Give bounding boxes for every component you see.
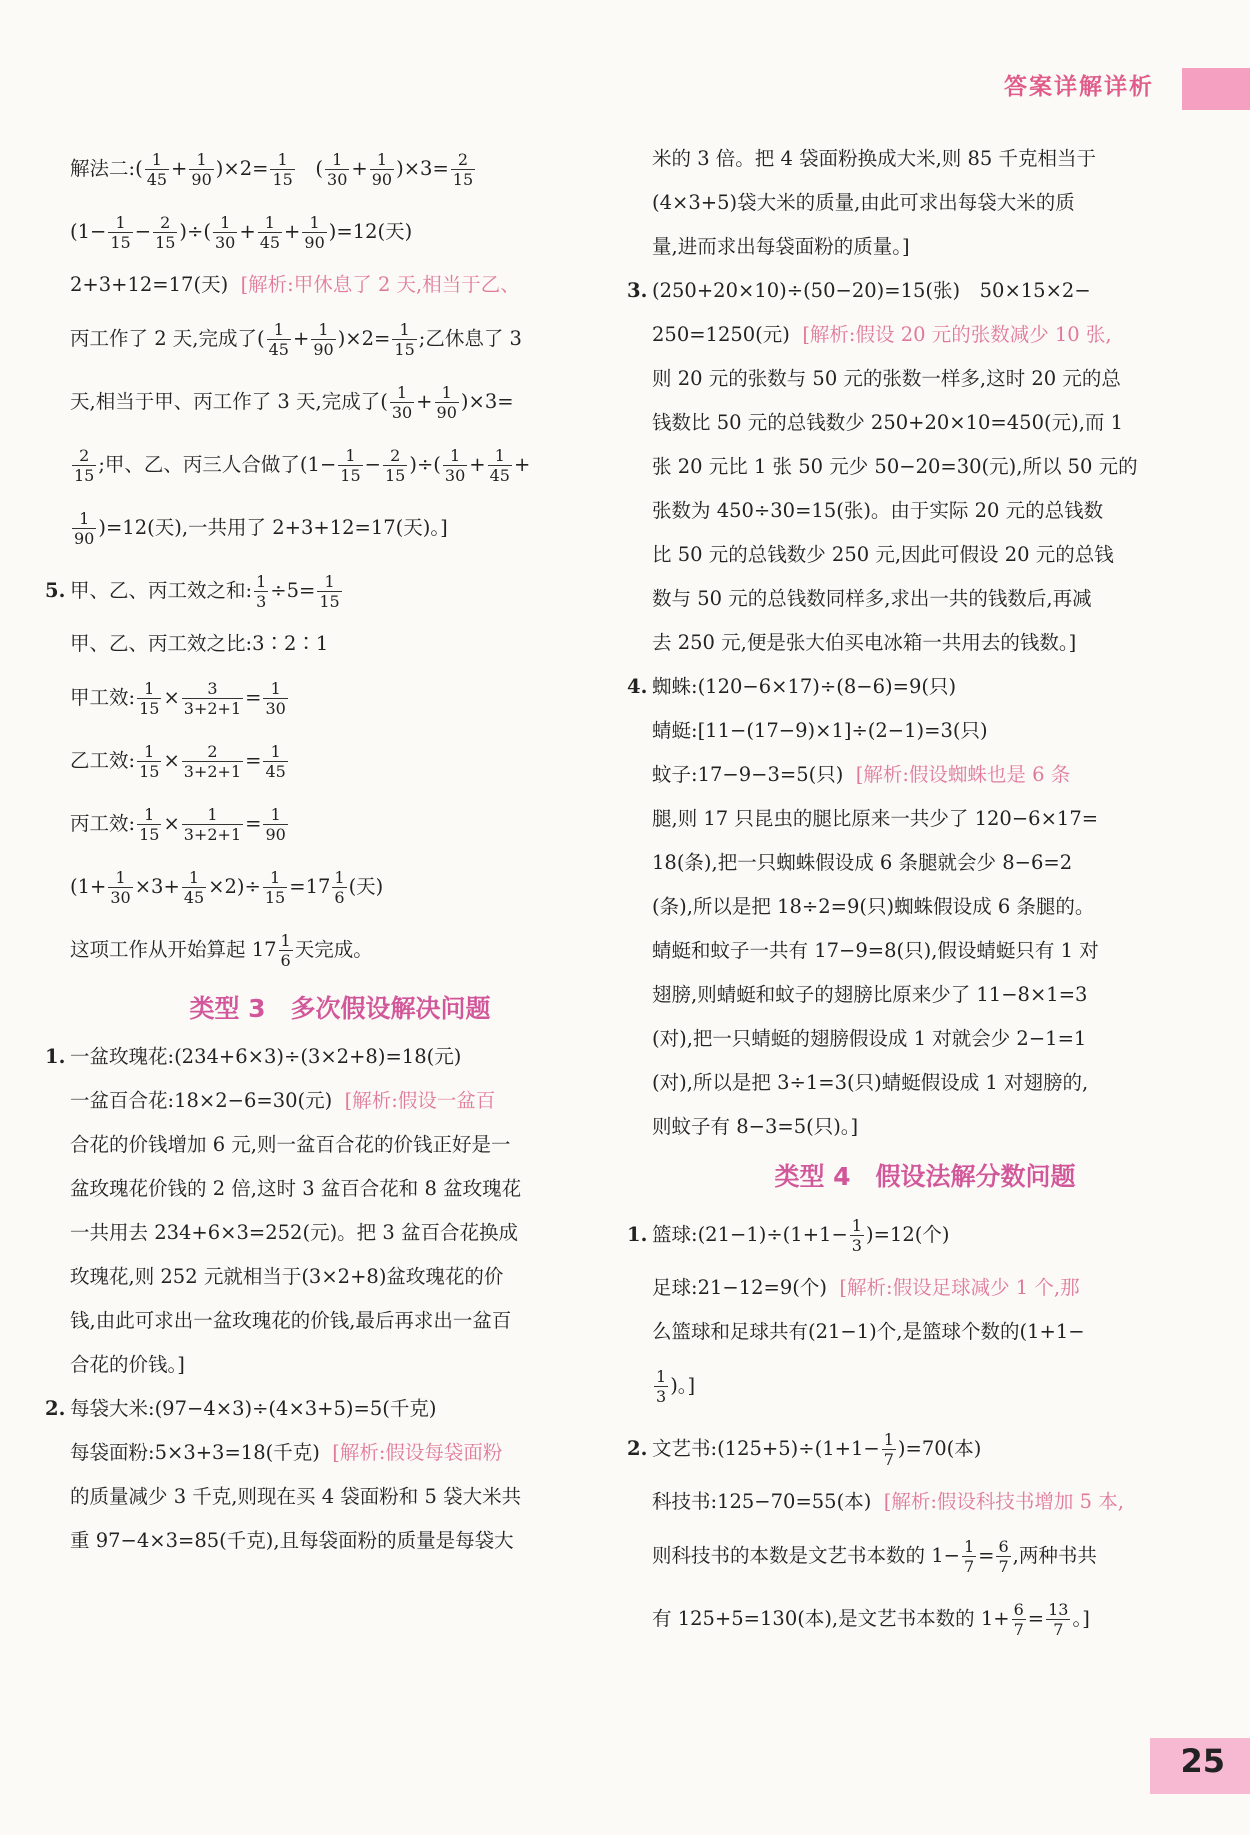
question-1: 1. 篮球:(21−1)÷(1+1− $\frac{1}{3}$ )=12(个) — [627, 1216, 950, 1255]
text-line: 丙工作了 2 天,完成了( $\frac{1}{45}$ + $\frac{1}{90}$ )×2= $\frac{1}{15}$ ;乙休息了 3 — [70, 320, 522, 359]
text-line: 比 50 元的总钱数少 250 元,因此可假设 20 元的总钱 — [652, 543, 1114, 566]
text-line: 腿,则 17 只昆虫的腿比原来一共少了 120−6×17= — [652, 807, 1099, 830]
section-title-4: 类型 4 假设法解分数问题 — [774, 1162, 1076, 1191]
fraction: $\frac{1}{15}$ — [272, 150, 293, 189]
question-5: 5. 甲、乙、丙工效之和: $\frac{1}{3}$ ÷5= $\frac{1}{15}$ — [45, 572, 340, 611]
text-line: 蜻蜓和蚊子一共有 17−9=8(只),假设蜻蜓只有 1 对 — [652, 939, 1099, 962]
fraction: $\frac{2}{15}$ — [452, 150, 474, 189]
fraction: $\frac{1}{45}$ — [146, 150, 168, 189]
text-line: 有 125+5=130(本),是文艺书本数的 1+ $\frac{6}{7}$ = $\frac{13}{7}$ 。] — [652, 1600, 1090, 1639]
question-2: 2. 文艺书:(125+5)÷(1+1− $\frac{1}{7}$ )=70(本) — [627, 1430, 982, 1469]
text-line: 这项工作从开始算起 17 $\frac{1}{6}$ 天完成。 — [70, 931, 373, 970]
section-title-3: 类型 3 多次假设解决问题 — [189, 994, 491, 1023]
text-line: 么篮球和足球共有(21−1)个,是篮球个数的(1+1− — [652, 1320, 1085, 1343]
text-line: 足球:21−12=9(个) [解析:假设足球减少 1 个,那 — [652, 1276, 1080, 1299]
formula-line: (1− $\frac{1}{15}$ − $\frac{2}{15}$ )÷( $\frac{1}{30}$ + $\frac{1}{45}$ + $\frac{1}{90}$ )=12(天) — [70, 213, 413, 252]
text-line: 18(条),把一只蜘蛛假设成 6 条腿就会少 8−6=2 — [652, 851, 1073, 874]
question-2: 2. 每袋大米:(97−4×3)÷(4×3+5)=5(千克) — [45, 1397, 437, 1420]
text-line: 则蚊子有 8−3=5(只)。] — [652, 1115, 859, 1138]
text-line: 一盆百合花:18×2−6=30(元) [解析:假设一盆百 — [70, 1089, 496, 1112]
text-line: 一共用去 234+6×3=252(元)。把 3 盆百合花换成 — [70, 1221, 518, 1244]
text-line: 甲、乙、丙工效之比:3∶2∶1 — [70, 632, 329, 655]
fraction: $\frac{1}{90}$ — [371, 150, 393, 189]
text-line: $\frac{1}{90}$ )=12(天),一共用了 2+3+12=17(天)。] — [74, 509, 448, 548]
text-line: 蚊子:17−9−3=5(只) [解析:假设蜘蛛也是 6 条 — [652, 763, 1071, 786]
fraction: $\frac{1}{90}$ — [191, 150, 212, 189]
text-line: 张数为 450÷30=15(张)。由于实际 20 元的总钱数 — [652, 499, 1104, 522]
header-title: 答案详解详析 — [1004, 74, 1154, 100]
jiefa2-line: 解法二:( $\frac{1}{45}$ + $\frac{1}{90}$ )×2= $\frac{1}{15}$ ( $\frac{1}{30}$ + $\frac{1}{90}$ )×3= $\frac{2}{15}$ — [70, 150, 474, 189]
text-line: 250=1250(元) [解析:假设 20 元的张数减少 10 张, — [652, 323, 1112, 346]
text-line: 2+3+12=17(天) [解析:甲休息了 2 天,相当于乙、 — [70, 273, 520, 296]
right-column — [627, 145, 1198, 1658]
text-line: 合花的价钱增加 6 元,则一盆百合花的价钱正好是一 — [70, 1133, 511, 1156]
text-line: 蜻蜓:[11−(17−9)×1]÷(2−1)=3(只) — [652, 719, 988, 742]
question-1: 1. 一盆玫瑰花:(234+6×3)÷(3×2+8)=18(元) — [45, 1045, 462, 1068]
text-line: $\frac{1}{3}$ )。] — [656, 1367, 696, 1406]
text-line: (4×3+5)袋大米的质量,由此可求出每袋大米的质 — [652, 191, 1075, 214]
header-bar — [1182, 68, 1250, 110]
text-line: 翅膀,则蜻蜓和蚊子的翅膀比原来少了 11−8×1=3 — [652, 983, 1088, 1006]
text-line: 则科技书的本数是文艺书本数的 1− $\frac{1}{7}$ = $\frac{6}{7}$ ,两种书共 — [652, 1537, 1097, 1576]
text-line: (对),所以是把 3÷1=3(只)蜻蜓假设成 1 对翅膀的, — [652, 1071, 1089, 1094]
question-4: 4. 蜘蛛:(120−6×17)÷(8−6)=9(只) — [627, 675, 957, 698]
formula-line: 甲工效: $\frac{1}{15}$ × $\frac{3}{3+2+1}$ = $\frac{1}{30}$ — [70, 679, 286, 718]
formula-line: 乙工效: $\frac{1}{15}$ × $\frac{2}{3+2+1}$ = $\frac{1}{45}$ — [70, 742, 286, 781]
text-line: 合花的价钱。] — [70, 1353, 185, 1376]
text-line: (条),所以是把 18÷2=9(只)蜘蛛假设成 6 条腿的。 — [652, 895, 1095, 918]
text-line: 的质量减少 3 千克,则现在买 4 袋面粉和 5 袋大米共 — [70, 1485, 522, 1508]
text-line: 张 20 元比 1 张 50 元少 50−20=30(元),所以 50 元的 — [652, 455, 1138, 478]
text-line: (对),把一只蜻蜓的翅膀假设成 1 对就会少 2−1=1 — [652, 1027, 1087, 1050]
page-number: 25 — [1180, 1742, 1225, 1780]
formula-line: (1+ $\frac{1}{30}$ ×3+ $\frac{1}{45}$ ×2)÷ $\frac{1}{15}$ =17 $\frac{1}{6}$ (天) — [70, 868, 384, 907]
text-line: $\frac{2}{15}$ ;甲、乙、丙三人合做了(1− $\frac{1}{15}$ − $\frac{2}{15}$ )÷( $\frac{1}{30}$ + $\frac{1}{45}$ + — [74, 446, 531, 485]
text-line: 米的 3 倍。把 4 袋面粉换成大米,则 85 千克相当于 — [652, 147, 1097, 170]
text-line: 钱数比 50 元的总钱数少 250+20×10=450(元),而 1 — [652, 411, 1124, 434]
text-line: 玫瑰花,则 252 元就相当于(3×2+8)盆玫瑰花的价 — [70, 1265, 504, 1288]
text-line: 盆玫瑰花价钱的 2 倍,这时 3 盆百合花和 8 盆玫瑰花 — [70, 1177, 522, 1200]
formula-line: 丙工效: $\frac{1}{15}$ × $\frac{1}{3+2+1}$ = $\frac{1}{90}$ — [70, 805, 286, 844]
text-line: 天,相当于甲、丙工作了 3 天,完成了( $\frac{1}{30}$ + $\frac{1}{90}$ )×3= — [70, 383, 514, 422]
text-line: 则 20 元的张数与 50 元的张数一样多,这时 20 元的总 — [652, 367, 1121, 390]
text-line: 量,进而求出每袋面粉的质量。] — [652, 235, 910, 258]
text-line: 数与 50 元的总钱数同样多,求出一共的钱数后,再减 — [652, 587, 1092, 610]
text-line: 科技书:125−70=55(本) [解析:假设科技书增加 5 本, — [652, 1490, 1124, 1513]
text-line: 钱,由此可求出一盆玫瑰花的价钱,最后再求出一盆百 — [70, 1309, 512, 1332]
text-line: 每袋面粉:5×3+3=18(千克) [解析:假设每袋面粉 — [70, 1441, 503, 1464]
text-line: 重 97−4×3=85(千克),且每袋面粉的质量是每袋大 — [70, 1529, 514, 1552]
question-3: 3. (250+20×10)÷(50−20)=15(张) 50×15×2− — [627, 279, 1091, 302]
text-line: 去 250 元,便是张大伯买电冰箱一共用去的钱数。] — [652, 631, 1077, 654]
left-column — [45, 145, 610, 1571]
fraction: $\frac{1}{30}$ — [327, 150, 348, 189]
